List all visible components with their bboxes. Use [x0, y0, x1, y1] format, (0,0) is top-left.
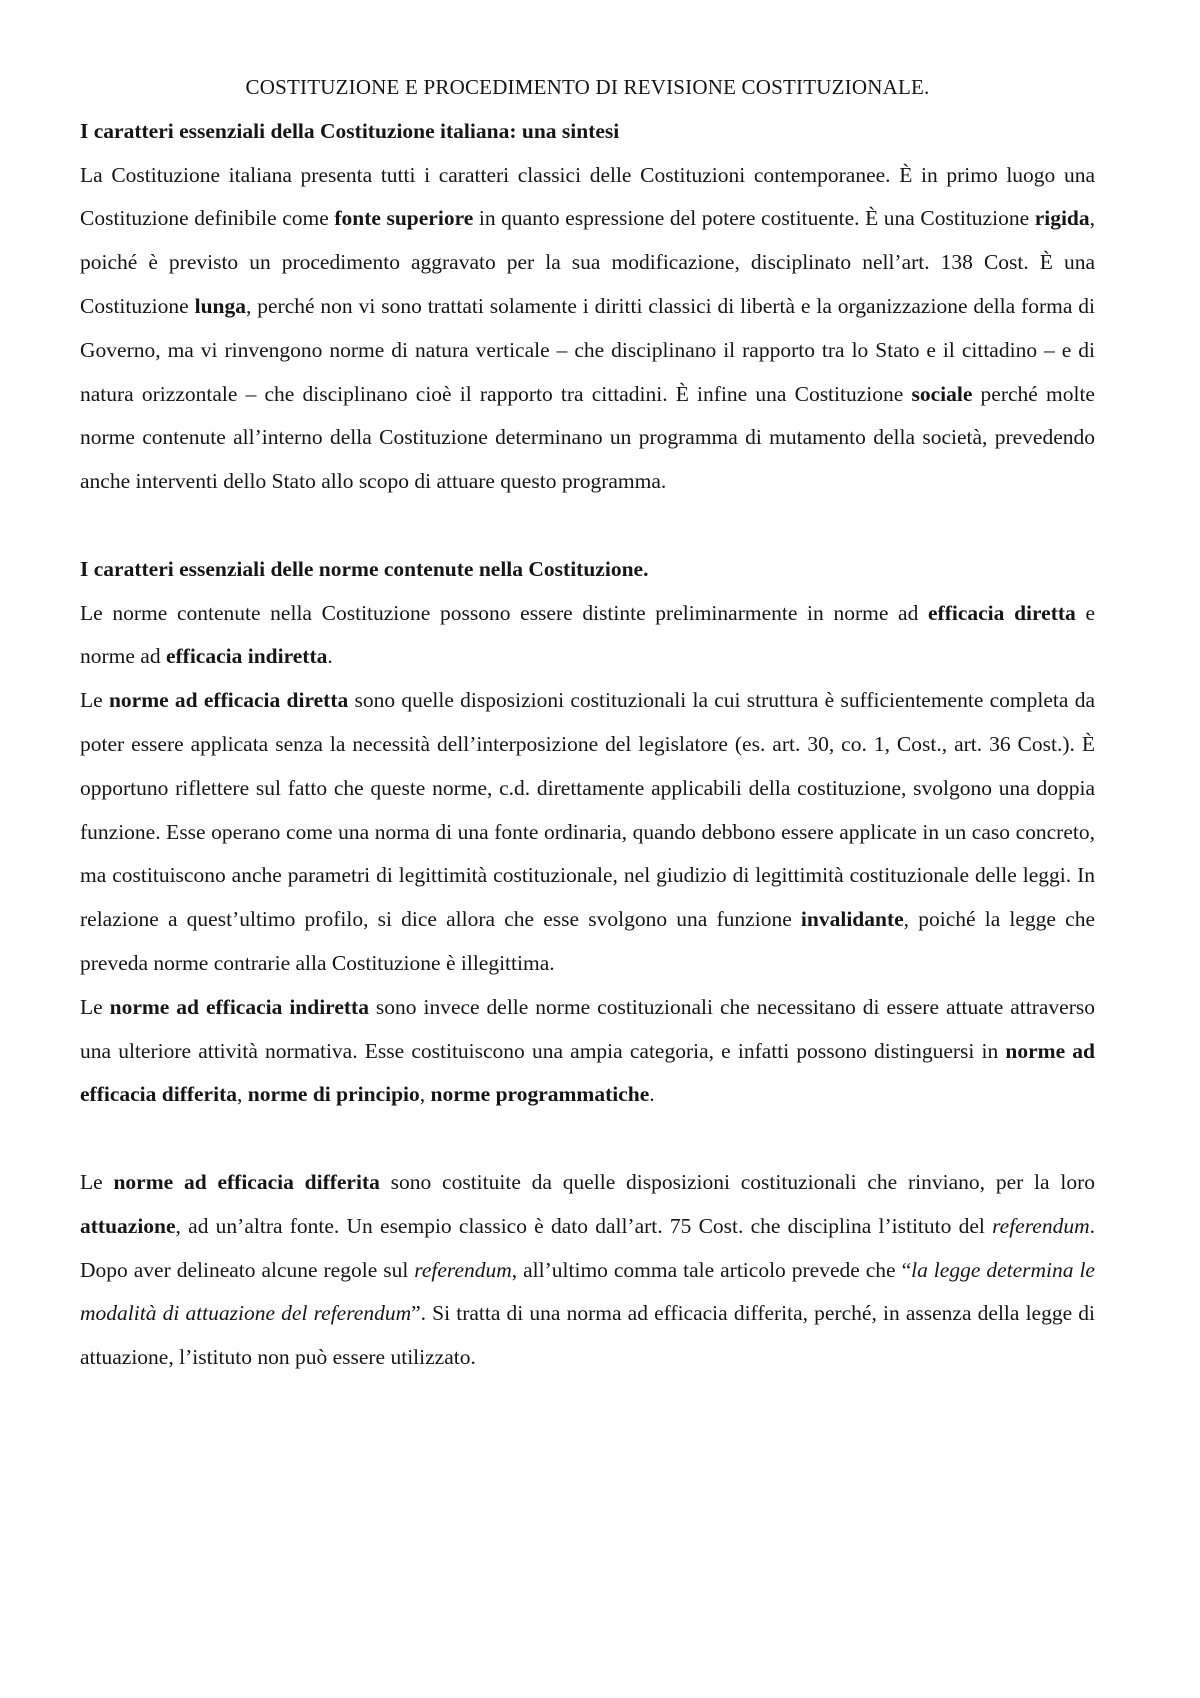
text-segment: Le: [80, 994, 110, 1019]
blank-line: [80, 504, 1095, 548]
section-heading-norms: I caratteri essenziali delle norme contenute nella Costituzione.: [80, 556, 649, 581]
paragraph-direct-efficacy: [80, 679, 1095, 986]
italic-term: referendum: [992, 1213, 1090, 1238]
text-segment: sono quelle disposizioni costituzionali la cui struttura è sufficientemente completa da poter essere applicata senza la necessità dell’interposizione del legislatore (es. art. 30, co. 1, Cost., art. 36 Cost.). È opportuno riflettere sul fatto che queste norme, c.d. direttamente applicabili della costituzione, svolgono una doppia funzione. Esse operano come una norma di una fonte ordinaria, quando debbono essere applicate in un caso concreto, ma costituiscono anche parametri di legittimità costituzionale, nel giudizio di legittimità costituzionale delle leggi. In relazione a quest’ultimo profilo, si dice allora che esse svolgono una funzione: [80, 688, 1095, 932]
text-segment: . Dopo aver delineato alcune regole sul: [80, 1213, 1095, 1282]
text-segment: perché molte norme contenute all’interno della Costituzione determinano un programma di mutamento della società, prevedendo anche interventi dello Stato allo scopo di attuare questo programma.: [80, 381, 1095, 494]
document-page: [80, 66, 1095, 1380]
section-heading-constitution-summary: I caratteri essenziali della Costituzione italiana: una sintesi: [80, 118, 620, 143]
bold-term: norme programmatiche: [430, 1082, 650, 1107]
text-segment: ”. Si tratta di una norma ad efficacia differita, perché, in assenza della legge di attuazione, l’istituto non può essere utilizzato.: [80, 1301, 1095, 1370]
italic-quote: la legge determina le modalità di attuazione del referendum: [80, 1257, 1095, 1326]
text-segment: Le norme contenute nella Costituzione possono essere distinte preliminarmente in norme ad: [80, 600, 929, 625]
text-segment: in quanto espressione del potere costituente. È una Costituzione: [473, 206, 1035, 231]
paragraph-constitution-characteristics: [80, 154, 1095, 504]
bold-term: sociale: [911, 381, 973, 406]
bold-term: norme di principio: [247, 1082, 420, 1107]
bold-term: lunga: [194, 293, 246, 318]
paragraph-norms-distinction: [80, 592, 1095, 680]
bold-term: rigida: [1034, 206, 1090, 231]
bold-term: norme ad efficacia differita: [80, 1038, 1095, 1107]
bold-term: invalidante: [800, 907, 904, 932]
text-segment: , perché non vi sono trattati solamente i diritti classici di libertà e la organizzazione della forma di Governo, ma vi rinvengono norme di natura verticale – che disciplinano il rapporto tra lo Stato e il cittadino – e di natura orizzontale – che disciplinano cioè il rapporto tra cittadini. È infine una Costituzione: [80, 293, 1096, 406]
text-segment: Le: [80, 688, 109, 713]
document-title: COSTITUZIONE E PROCEDIMENTO DI REVISIONE COSTITUZIONALE.: [245, 75, 930, 99]
text-segment: ,: [237, 1082, 248, 1107]
bold-term: efficacia diretta: [928, 600, 1076, 625]
bold-term: efficacia indiretta: [165, 644, 328, 669]
blank-line: [80, 1117, 1095, 1161]
bold-term: fonte superiore: [334, 206, 474, 231]
text-segment: Le: [80, 1169, 114, 1194]
bold-term: norme ad efficacia indiretta: [109, 994, 369, 1019]
text-segment: .: [327, 644, 333, 669]
text-segment: , ad un’altra fonte. Un esempio classico è dato dall’art. 75 Cost. che disciplina l’istituto del: [175, 1213, 993, 1238]
paragraph-indirect-efficacy: [80, 986, 1095, 1117]
paragraph-deferred-efficacy: [80, 1161, 1095, 1380]
bold-term: attuazione: [80, 1213, 176, 1238]
text-segment: sono costituite da quelle disposizioni costituzionali che rinviano, per la loro: [379, 1169, 1095, 1194]
text-segment: e norme ad: [80, 600, 1095, 669]
text-segment: La Costituzione italiana presenta tutti i caratteri classici delle Costituzioni contemporanee. È in primo luogo una Costituzione definibile come: [80, 162, 1095, 231]
italic-term: referendum: [414, 1257, 512, 1282]
text-segment: .: [649, 1082, 655, 1107]
text-segment: , all’ultimo comma tale articolo prevede che “: [511, 1257, 912, 1282]
text-segment: , poiché la legge che preveda norme contrarie alla Costituzione è illegittima.: [80, 907, 1095, 975]
bold-term: norme ad efficacia differita: [113, 1169, 380, 1194]
text-segment: sono invece delle norme costituzionali che necessitano di essere attuate attraverso una ulteriore attività normativa. Esse costituiscono una ampia categoria, e infatti possono distinguersi in: [80, 994, 1095, 1063]
bold-term: norme ad efficacia diretta: [108, 688, 349, 713]
text-segment: , poiché è previsto un procedimento aggravato per la sua modificazione, disciplinato nell’art. 138 Cost. È una Costituzione: [80, 206, 1096, 318]
text-segment: ,: [419, 1082, 431, 1107]
